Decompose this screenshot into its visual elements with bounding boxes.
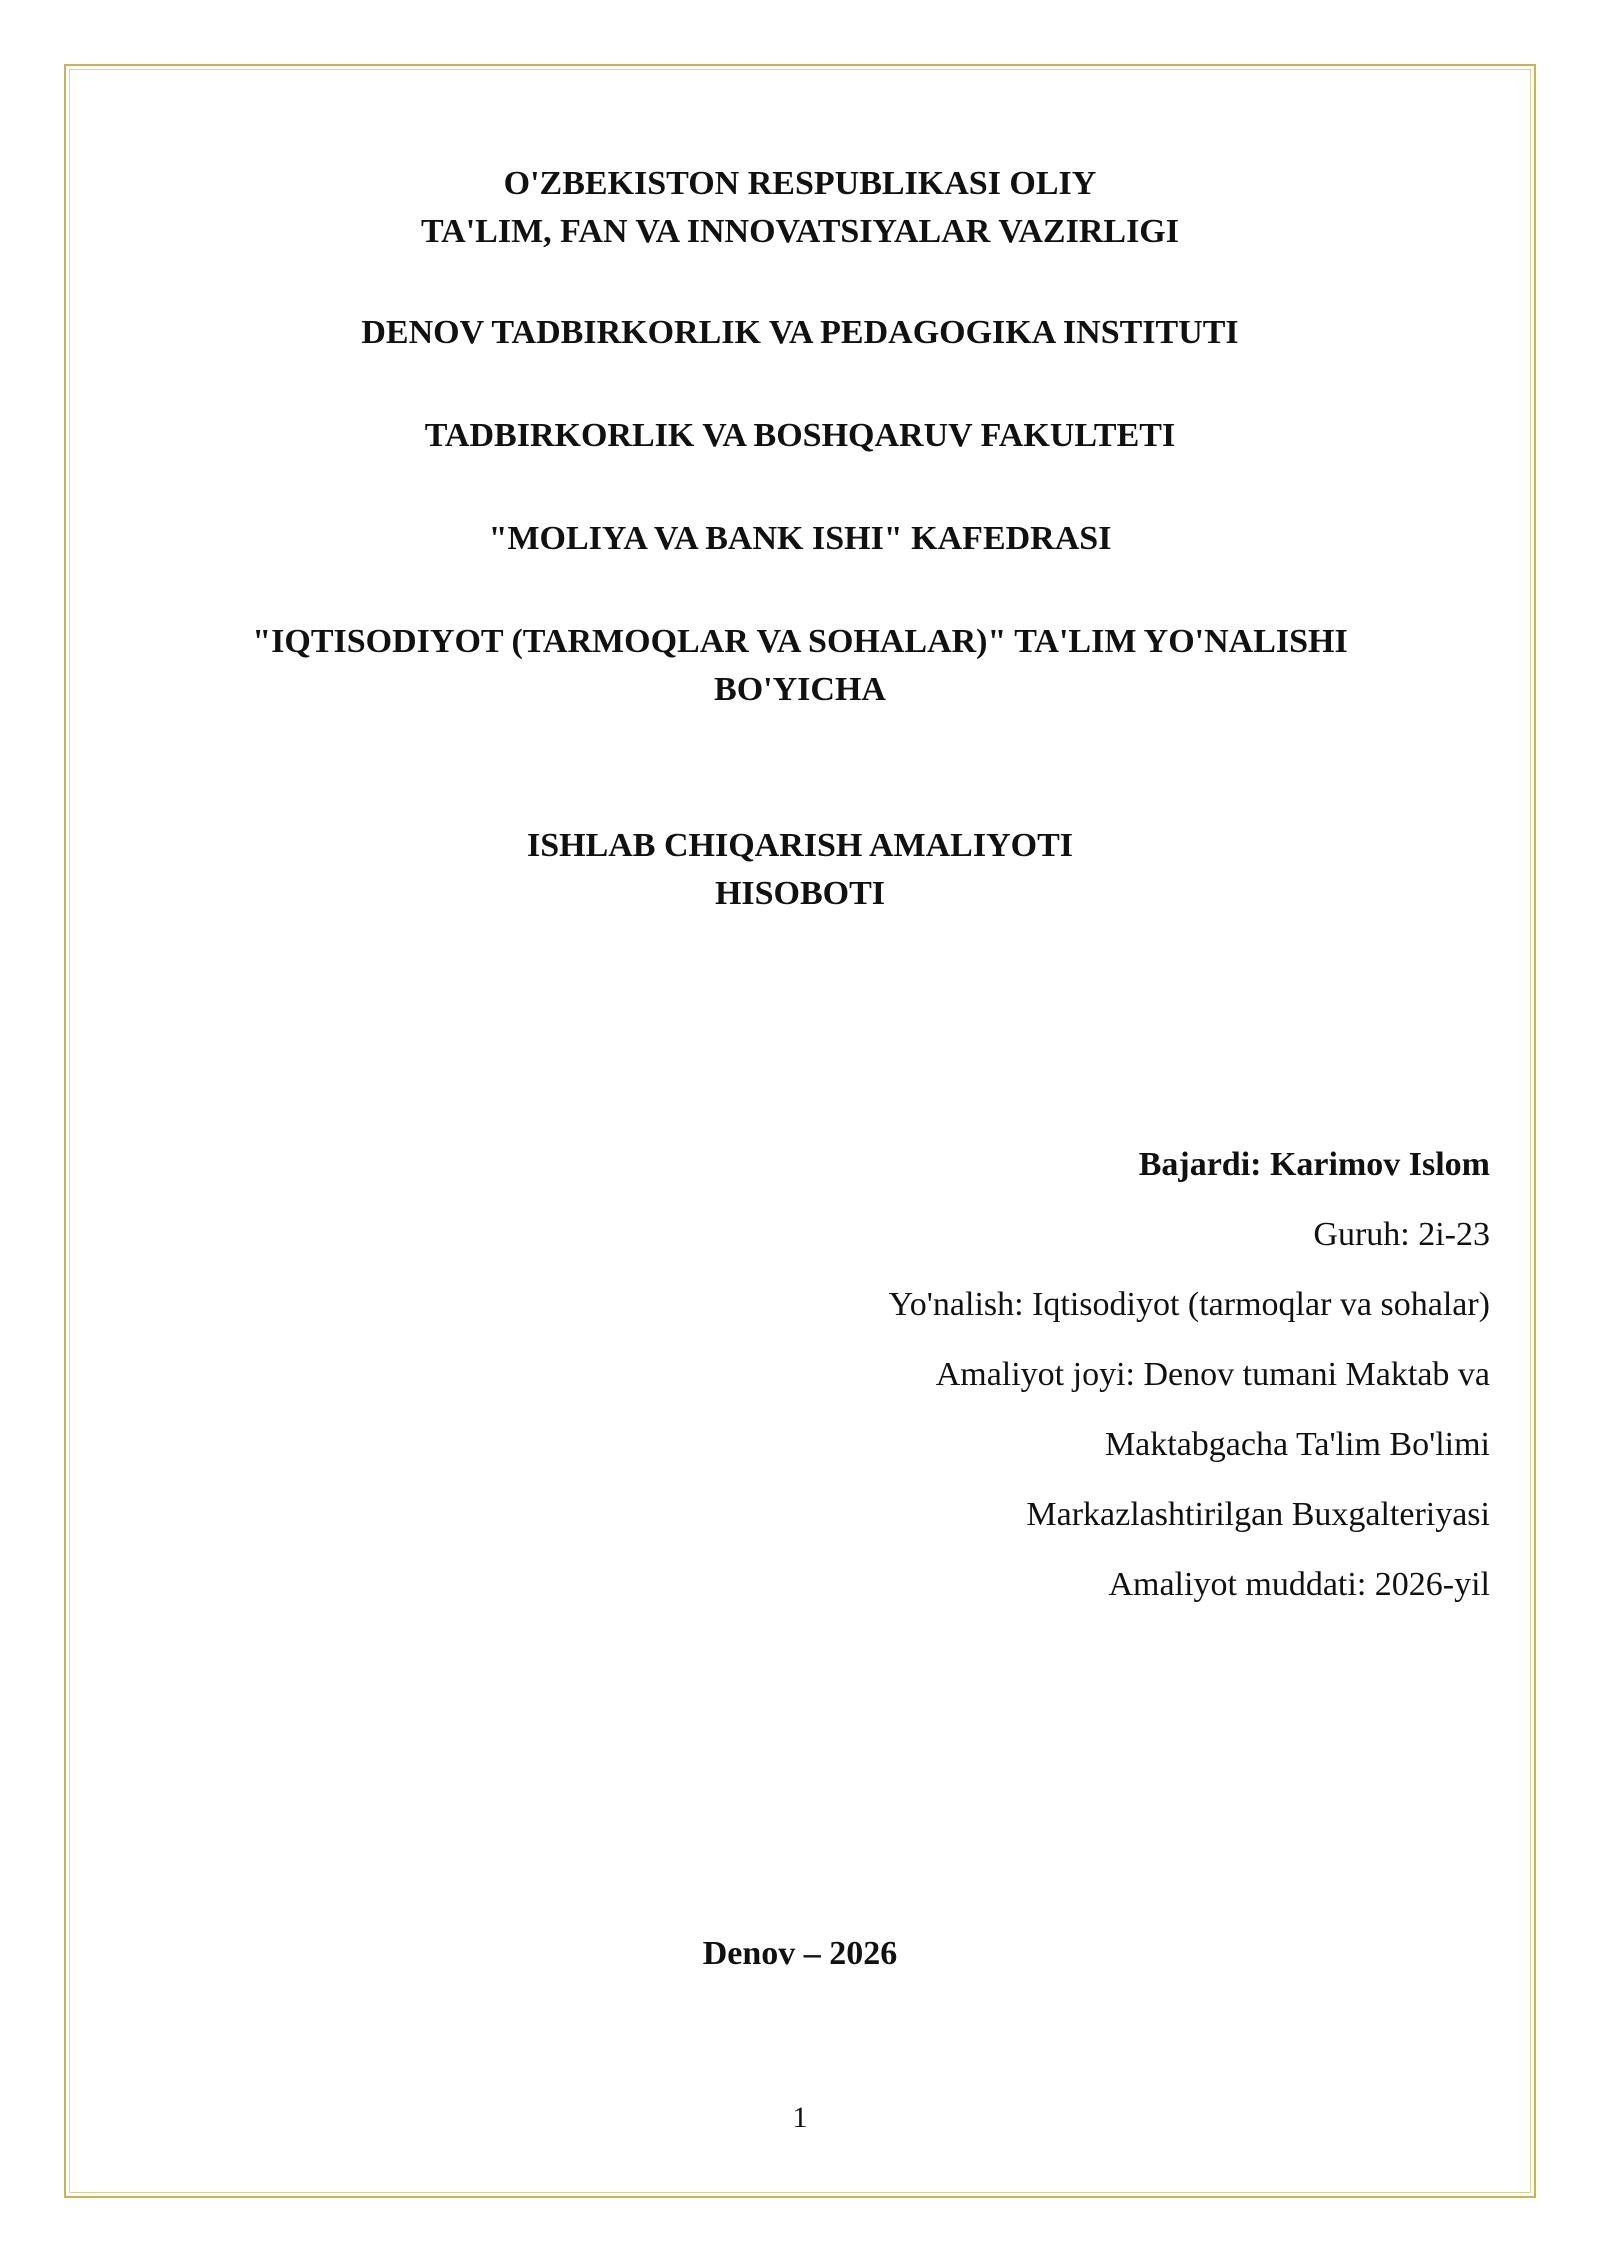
ministry-line-1: O'ZBEKISTON RESPUBLIKASI OLIY xyxy=(503,165,1097,202)
direction-line-2: BO'YICHA xyxy=(714,671,886,708)
author-line: Bajardi: Karimov Islom xyxy=(1138,1146,1490,1183)
direction-heading xyxy=(64,618,1536,714)
place-line-1: Amaliyot joyi: Denov tumani Maktab va xyxy=(935,1356,1490,1393)
student-info-block xyxy=(889,1130,1490,1620)
ministry-line-2: TA'LIM, FAN VA INNOVATSIYALAR VAZIRLIGI xyxy=(421,213,1179,250)
report-title xyxy=(64,822,1536,918)
direction-line: Yo'nalish: Iqtisodiyot (tarmoqlar va sohalar) xyxy=(888,1286,1490,1323)
group-line: Guruh: 2i-23 xyxy=(1313,1216,1490,1253)
faculty-heading: TADBIRKORLIK VA BOSHQARUV FAKULTETI xyxy=(424,417,1176,454)
report-title-line-2: HISOBOTI xyxy=(714,875,886,912)
institute-heading: DENOV TADBIRKORLIK VA PEDAGOGIKA INSTITUTI xyxy=(361,314,1239,351)
place-line-3: Markazlashtirilgan Buxgalteriyasi xyxy=(1026,1496,1490,1533)
ministry-heading xyxy=(64,160,1536,256)
place-line-2: Maktabgacha Ta'lim Bo'limi xyxy=(1104,1426,1490,1463)
page-number: 1 xyxy=(792,2101,808,2134)
department-heading: "MOLIYA VA BANK ISHI" KAFEDRASI xyxy=(488,520,1112,557)
direction-line-1: "IQTISODIYOT (TARMOQLAR VA SOHALAR)" TA'LIM YO'NALISHI xyxy=(252,623,1348,660)
period-line: Amaliyot muddati: 2026-yil xyxy=(1108,1566,1490,1603)
city-year: Denov – 2026 xyxy=(702,1935,898,1972)
report-title-line-1: ISHLAB CHIQARISH AMALIYOTI xyxy=(526,827,1073,864)
